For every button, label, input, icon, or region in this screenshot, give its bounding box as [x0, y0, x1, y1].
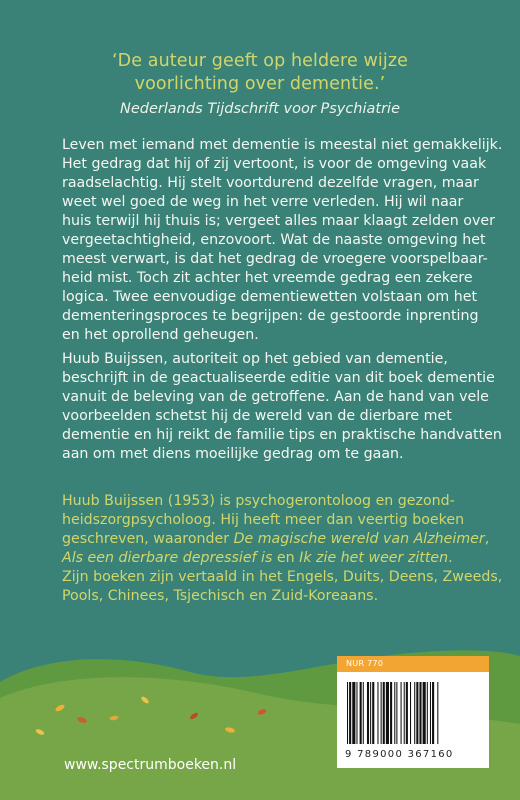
- website-url: www.spectrumboeken.nl: [64, 757, 237, 773]
- barcode-bar: [347, 682, 348, 744]
- barcode-bar: [430, 682, 431, 744]
- paragraph-author-bio: [62, 492, 503, 606]
- review-quote: [30, 50, 490, 119]
- barcode-bar: [370, 682, 371, 744]
- text-line: Huub Buijssen, autoriteit op het gebied van dementie,: [62, 351, 448, 367]
- text-line: weet wel goed de weg in het verre verleden. Hij wil naar: [62, 194, 464, 210]
- text-fragment: geschreven, waaronder: [62, 531, 234, 547]
- barcode-bar: [390, 682, 392, 744]
- text-line: dementie en hij reikt de familie tips en praktische handvatten: [62, 427, 502, 443]
- quote-source: Nederlands Tijdschrift voor Psychiatrie: [120, 101, 400, 117]
- barcode-bar: [414, 682, 415, 744]
- text-fragment: en: [272, 550, 300, 566]
- text-line: voorbeelden schetst hij de wereld van de dierbare met: [62, 408, 452, 424]
- barcode-bars: [345, 682, 481, 746]
- barcode-bar: [427, 682, 428, 744]
- text-line: huis terwijl hij thuis is; vergeet alles maar klaagt zelden over: [62, 213, 495, 229]
- text-line: raadselachtig. Hij stelt voortdurend dezelfde vragen, maar: [62, 175, 479, 191]
- barcode-bar: [352, 682, 355, 744]
- barcode-bar: [349, 682, 351, 744]
- barcode-bar: [432, 682, 434, 744]
- barcode-area: [337, 672, 489, 768]
- book-title: Ik zie het weer zitten: [299, 550, 449, 566]
- isbn-number: 9 789000 367160: [345, 749, 454, 760]
- barcode-bar: [360, 682, 362, 744]
- text-line: aan om met diens moeilijke gedrag om te gaan.: [62, 446, 404, 462]
- barcode-label: [337, 656, 489, 768]
- barcode-bar: [356, 682, 357, 744]
- barcode-bar: [416, 682, 418, 744]
- text-line: dementeringsproces te begrijpen: de gestoorde inprenting: [62, 308, 479, 324]
- text-line: Leven met iemand met dementie is meestal niet gemakkelijk.: [62, 137, 503, 153]
- quote-line: voorlichting over dementie.’: [134, 74, 386, 94]
- text-line: Zijn boeken zijn vertaald in het Engels, Duits, Deens, Zweeds,: [62, 569, 503, 585]
- barcode-bar: [377, 682, 378, 744]
- barcode-bar: [419, 682, 421, 744]
- text-line: vergeetachtigheid, enzovoort. Wat de naaste omgeving het: [62, 232, 486, 248]
- text-line: vanuit de beleving van de getroffene. Aan de hand van vele: [62, 389, 489, 405]
- text-fragment: .: [448, 550, 453, 566]
- text-line: meest verwart, is dat het gedrag de vroegere voorspelbaar-: [62, 251, 488, 267]
- text-line: [62, 530, 490, 549]
- text-line: [62, 549, 482, 568]
- text-line: en het oprollend geheugen.: [62, 327, 259, 343]
- barcode-bar: [396, 682, 397, 744]
- text-line: Huub Buijssen (1953) is psychogerontoloog en gezond-: [62, 493, 455, 509]
- barcode-bar: [383, 682, 385, 744]
- barcode-bar: [437, 682, 438, 744]
- barcode-bar: [363, 682, 364, 744]
- paragraph-intro: [62, 136, 503, 345]
- paragraph-about-book: [62, 350, 502, 464]
- quote-line: ‘De auteur geeft op heldere wijze: [112, 51, 408, 71]
- text-line: beschrijft in de geactualiseerde editie van dit boek dementie: [62, 370, 495, 386]
- text-line: heid mist. Toch zit achter het vreemde gedrag een zekere: [62, 270, 473, 286]
- barcode-bar: [372, 682, 374, 744]
- text-fragment: ,: [484, 531, 490, 547]
- nur-code: NUR 770: [337, 656, 489, 672]
- barcode-bar: [423, 682, 426, 744]
- barcode-bar: [404, 682, 405, 744]
- barcode-bar: [406, 682, 408, 744]
- barcode-bar: [367, 682, 369, 744]
- text-line: Pools, Chinees, Tsjechisch en Zuid-Koreaans.: [62, 588, 379, 604]
- text-line: heidszorgpsycholoog. Hij heeft meer dan veertig boeken: [62, 512, 465, 528]
- barcode-bar: [386, 682, 389, 744]
- book-title: Als een dierbare depressief is: [62, 550, 273, 566]
- barcode-bar: [394, 682, 395, 744]
- text-line: logica. Twee eenvoudige dementiewetten volstaan om het: [62, 289, 478, 305]
- text-line: Het gedrag dat hij of zij vertoont, is voor de omgeving vaak: [62, 156, 487, 172]
- book-title: De magische wereld van Alzheimer: [233, 531, 485, 547]
- barcode-bar: [401, 682, 402, 744]
- barcode-bar: [410, 682, 411, 744]
- barcode-bar: [381, 682, 382, 744]
